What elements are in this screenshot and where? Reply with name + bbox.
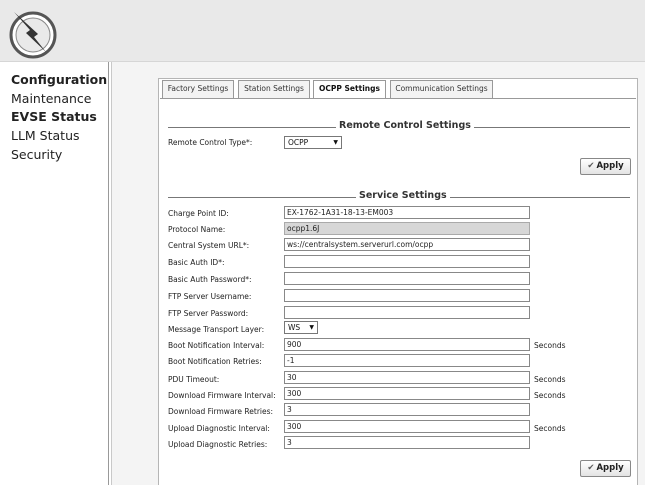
- pdu-timeout-unit: Seconds: [534, 375, 566, 384]
- basic-auth-id-label: Basic Auth ID*:: [168, 258, 225, 267]
- tab-underline: [160, 98, 636, 99]
- tab-ocpp-settings[interactable]: OCPP Settings: [313, 80, 386, 99]
- sidebar-item-maintenance[interactable]: Maintenance: [11, 91, 92, 106]
- sidebar: [0, 62, 108, 485]
- protocol-name-label: Protocol Name:: [168, 225, 226, 234]
- protocol-name-input: [284, 222, 530, 235]
- checkmark-icon: ✔: [587, 463, 595, 473]
- remote-control-apply-label: Apply: [596, 161, 624, 171]
- header-bar: [0, 0, 645, 62]
- fw-interval-label: Download Firmware Interval:: [168, 391, 276, 400]
- boot-retries-label: Boot Notification Retries:: [168, 357, 262, 366]
- transport-layer-value: WS: [288, 323, 301, 332]
- boot-retries-input[interactable]: [284, 354, 530, 367]
- fw-retries-label: Download Firmware Retries:: [168, 407, 274, 416]
- tab-station-settings[interactable]: Station Settings: [238, 80, 310, 98]
- diag-retries-label: Upload Diagnostic Retries:: [168, 440, 268, 449]
- tab-communication-settings[interactable]: Communication Settings: [390, 80, 493, 98]
- basic-auth-password-input[interactable]: [284, 272, 530, 285]
- fw-retries-input[interactable]: [284, 403, 530, 416]
- remote-control-type-label: Remote Control Type*:: [168, 138, 253, 147]
- remote-control-section-title: Remote Control Settings: [336, 120, 474, 131]
- fw-interval-input[interactable]: [284, 387, 530, 400]
- charge-point-id-input[interactable]: [284, 206, 530, 219]
- transport-layer-label: Message Transport Layer:: [168, 325, 265, 334]
- chevron-down-icon: ▼: [333, 139, 338, 146]
- sidebar-item-configuration[interactable]: Configuration: [11, 72, 108, 87]
- ftp-password-label: FTP Server Password:: [168, 309, 249, 318]
- service-apply-button[interactable]: [580, 460, 631, 477]
- tab-factory-settings[interactable]: Factory Settings: [162, 80, 234, 98]
- central-system-url-input[interactable]: [284, 238, 530, 251]
- charge-point-id-label: Charge Point ID:: [168, 209, 229, 218]
- sidebar-item-llm-status[interactable]: LLM Status: [11, 128, 80, 143]
- basic-auth-id-input[interactable]: [284, 255, 530, 268]
- boot-interval-input[interactable]: [284, 338, 530, 351]
- sidebar-item-security[interactable]: Security: [11, 147, 63, 162]
- remote-control-apply-button[interactable]: [580, 158, 631, 175]
- central-system-url-label: Central System URL*:: [168, 241, 250, 250]
- ftp-username-label: FTP Server Username:: [168, 292, 252, 301]
- pdu-timeout-label: PDU Timeout:: [168, 375, 220, 384]
- chevron-down-icon: ▼: [309, 324, 314, 331]
- diag-interval-unit: Seconds: [534, 424, 566, 433]
- pdu-timeout-input[interactable]: [284, 371, 530, 384]
- ftp-password-input[interactable]: [284, 306, 530, 319]
- boot-interval-label: Boot Notification Interval:: [168, 341, 265, 350]
- transport-layer-select[interactable]: [284, 321, 318, 334]
- brand-logo-icon: [6, 6, 60, 60]
- diag-retries-input[interactable]: [284, 436, 530, 449]
- sidebar-item-evse-status[interactable]: EVSE Status: [11, 109, 97, 124]
- checkmark-icon: ✔: [587, 161, 595, 171]
- service-section-title: Service Settings: [356, 190, 450, 201]
- diag-interval-input[interactable]: [284, 420, 530, 433]
- ftp-username-input[interactable]: [284, 289, 530, 302]
- diag-interval-label: Upload Diagnostic Interval:: [168, 424, 270, 433]
- boot-interval-unit: Seconds: [534, 341, 566, 350]
- remote-control-type-value: OCPP: [288, 138, 309, 147]
- remote-control-type-select[interactable]: [284, 136, 342, 149]
- basic-auth-password-label: Basic Auth Password*:: [168, 275, 252, 284]
- fw-interval-unit: Seconds: [534, 391, 566, 400]
- service-apply-label: Apply: [596, 463, 624, 473]
- sidebar-divider: [108, 62, 109, 485]
